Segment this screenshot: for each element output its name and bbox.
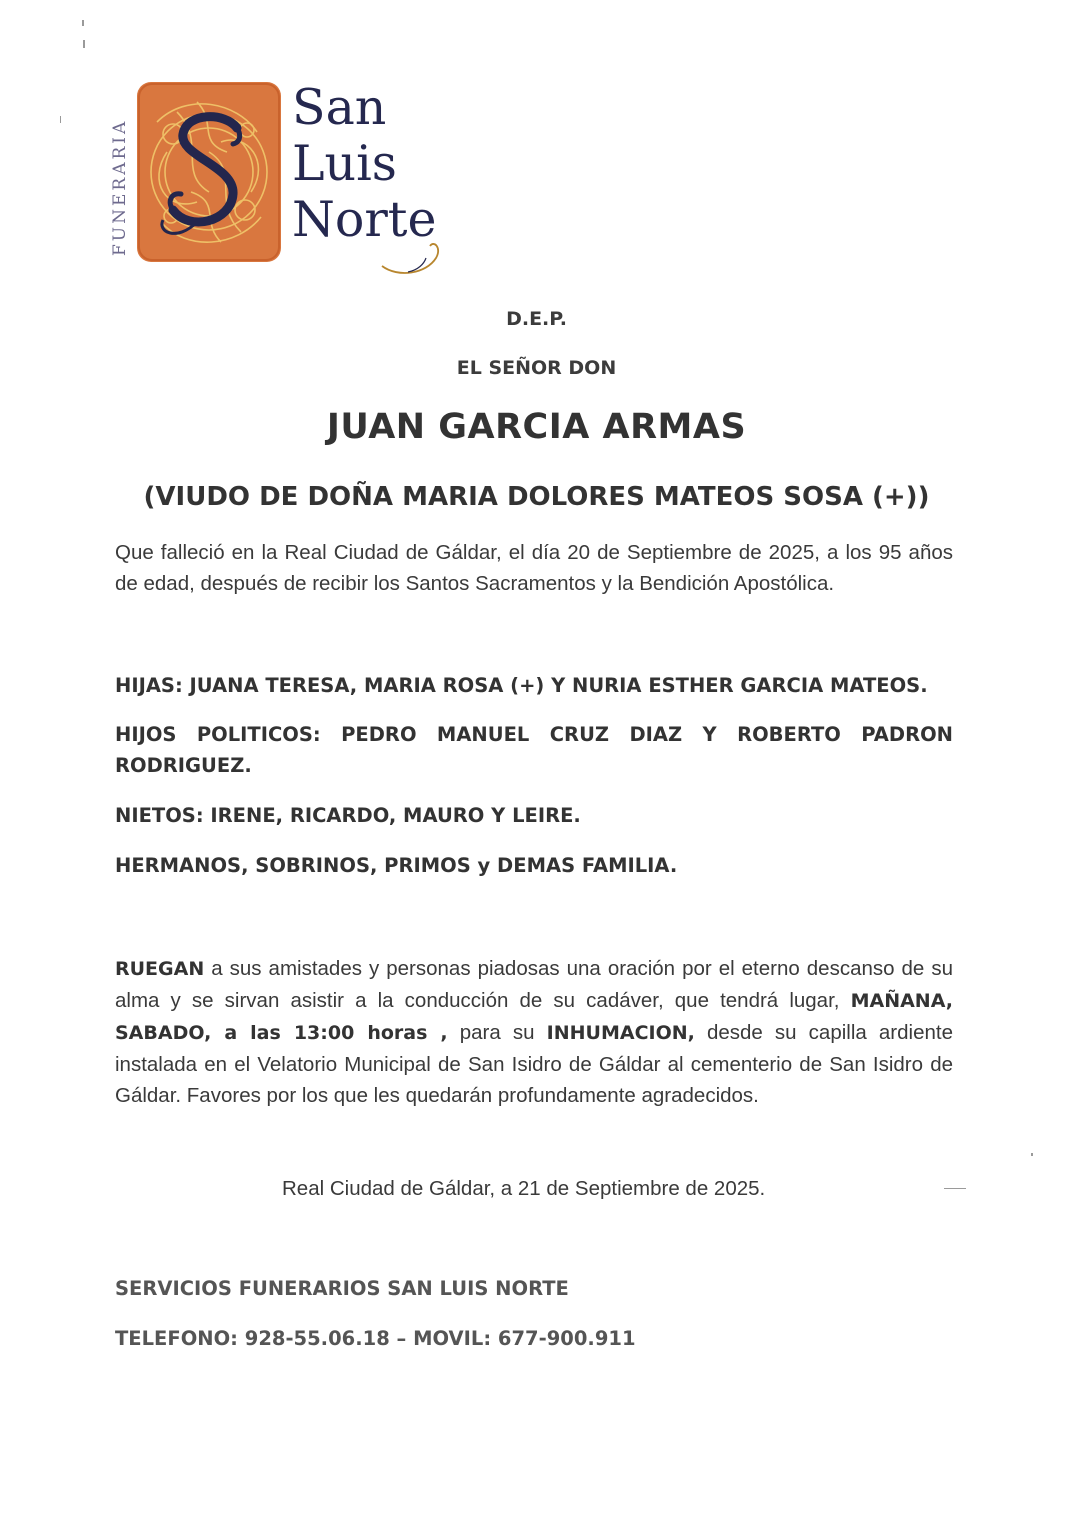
dateline: Real Ciudad de Gáldar, a 21 de Septiembre de 2025. <box>282 1177 766 1200</box>
flourish-icon <box>378 228 448 278</box>
ruegan-act: INHUMACION, <box>546 1022 695 1044</box>
logo-name-line-1: San <box>292 79 387 136</box>
company-name: SERVICIOS FUNERARIOS SAN LUIS NORTE <box>115 1277 569 1300</box>
scan-speck <box>82 20 84 26</box>
funeral-home-logo <box>110 78 470 278</box>
dep-heading: D.E.P. <box>506 308 567 330</box>
widow-line: (VIUDO DE DOÑA MARIA DOLORES MATEOS SOSA (+)) <box>143 482 930 512</box>
family-daughters: HIJAS: JUANA TERESA, MARIA ROSA (+) Y NURIA ESTHER GARCIA MATEOS. <box>115 674 928 697</box>
ruegan-lead: RUEGAN <box>115 958 205 980</box>
ruegan-text-1: a sus amistades y personas piadosas una oración por el eterno descanso de su alma y se sirvan asistir a la conducción de su cadáver, que tendrá lugar, <box>115 957 953 1012</box>
monogram-s-icon <box>137 82 281 262</box>
ruegan-text-3: desde su capilla ardiente instalada en el Velatorio Municipal de San Isidro de Gáldar al cementerio de San Isidro de Gáldar. Favores por los que les quedarán profundamente agradecidos. <box>115 1021 953 1107</box>
family-siblings: HERMANOS, SOBRINOS, PRIMOS y DEMAS FAMILIA. <box>115 854 678 877</box>
scan-speck <box>60 116 61 123</box>
logo-vertical-text: FUNERARIA <box>110 118 130 256</box>
logo-name-line-2: Luis <box>292 135 397 192</box>
logo-name-line-3: Norte <box>292 191 437 248</box>
death-notice-paragraph: Que falleció en la Real Ciudad de Gáldar, el día 20 de Septiembre de 2025, a los 95 años de edad, después de recibir los Santos Sacramentos y la Bendición Apostólica. <box>115 541 953 595</box>
phone-numbers: TELEFONO: 928-55.06.18 – MOVIL: 677-900.911 <box>115 1327 636 1350</box>
funeral-request-paragraph <box>115 953 953 1111</box>
scan-speck <box>944 1188 966 1189</box>
scan-speck <box>83 40 85 48</box>
logo-name <box>292 80 437 248</box>
ruegan-text-2: para su <box>447 1021 547 1044</box>
scan-speck <box>1031 1153 1033 1156</box>
family-in-laws: HIJOS POLITICOS: PEDRO MANUEL CRUZ DIAZ Y ROBERTO PADRON RODRIGUEZ. <box>115 723 953 777</box>
deceased-name: JUAN GARCIA ARMAS <box>326 407 747 447</box>
ruegan-time: MAÑANA, SABADO, a las 13:00 horas , <box>115 990 953 1044</box>
family-grandchildren: NIETOS: IRENE, RICARDO, MAURO Y LEIRE. <box>115 804 581 827</box>
title-heading: EL SEÑOR DON <box>456 357 617 379</box>
